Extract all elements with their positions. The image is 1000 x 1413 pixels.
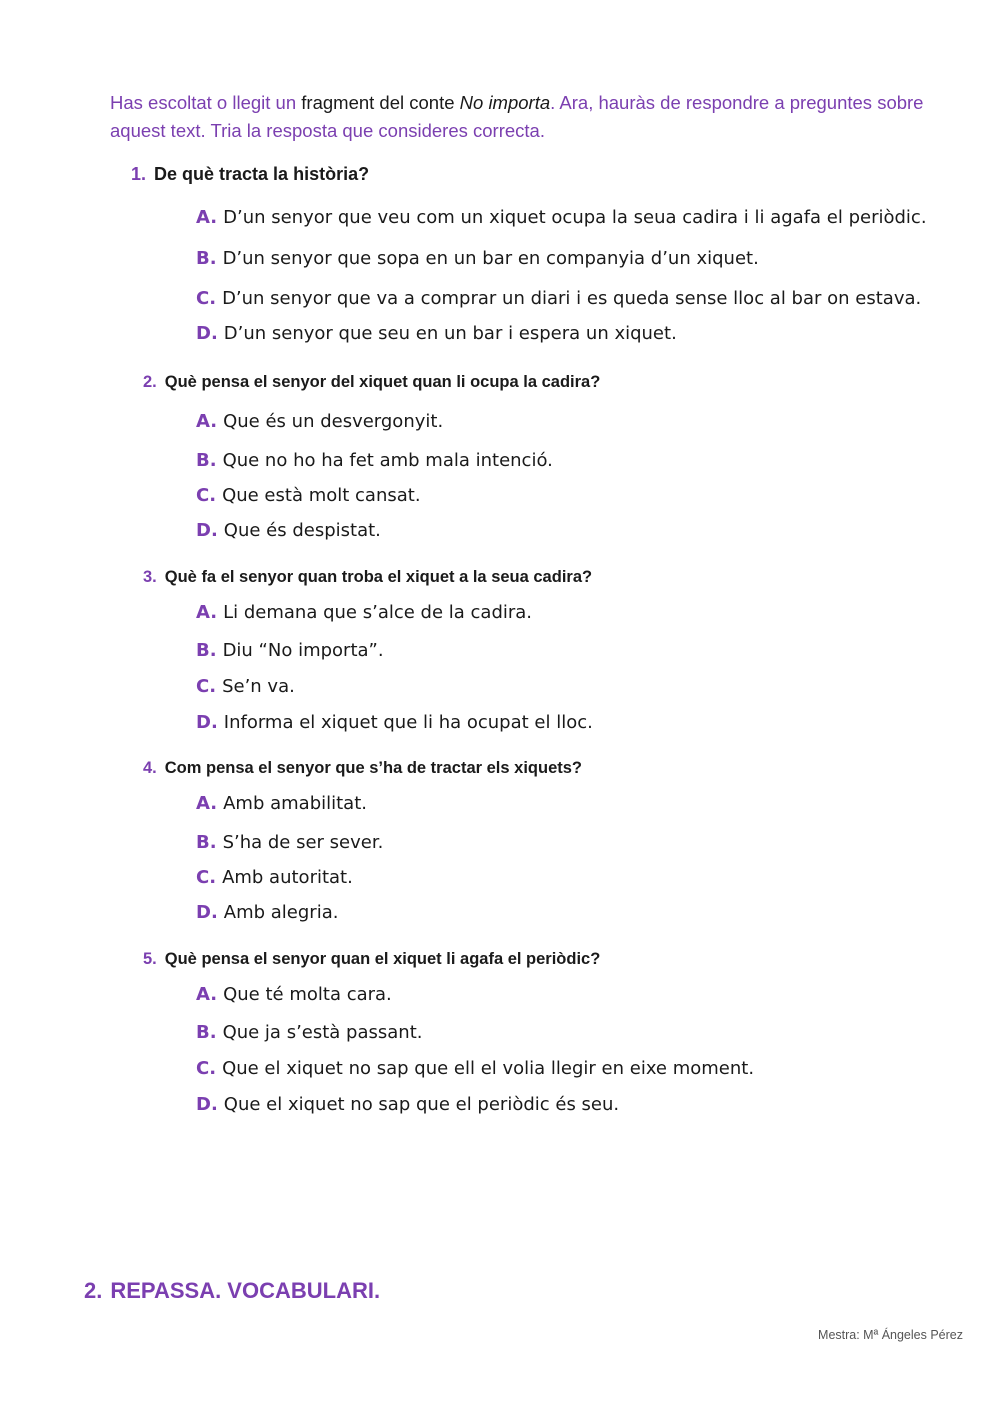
option-letter: C. (196, 288, 217, 309)
option-letter: C. (196, 1058, 217, 1079)
option-text: D’un senyor que seu en un bar i espera un xiquet. (223, 323, 677, 344)
q3-option-a[interactable] (196, 602, 532, 623)
instructions-paragraph (110, 89, 960, 145)
q4-option-d[interactable] (196, 902, 338, 923)
option-text: D’un senyor que sopa en un bar en companyia d’un xiquet. (222, 248, 759, 269)
q5-option-d[interactable] (196, 1094, 619, 1115)
option-letter: D. (196, 1094, 218, 1115)
option-letter: C. (196, 676, 217, 697)
question-number: 4. (143, 759, 157, 777)
option-text: Que el xiquet no sap que ell el volia llegir en eixe moment. (222, 1058, 755, 1079)
option-letter: B. (196, 640, 217, 661)
option-letter: B. (196, 450, 217, 471)
q3-option-c[interactable] (196, 676, 295, 697)
option-letter: D. (196, 323, 218, 344)
question-text: De què tracta la història? (154, 164, 370, 184)
instructions-part2: fragment del conte (301, 92, 460, 113)
option-letter: A. (196, 602, 218, 623)
option-text: Amb autoritat. (222, 867, 353, 888)
question-number: 3. (143, 568, 157, 586)
question-1 (131, 164, 369, 185)
option-letter: B. (196, 832, 217, 853)
option-text: Que té molta cara. (223, 984, 392, 1005)
q2-option-b[interactable] (196, 450, 553, 471)
section-title: REPASSA. VOCABULARI. (110, 1278, 381, 1303)
section-heading (84, 1278, 380, 1304)
q4-option-a[interactable] (196, 793, 367, 814)
option-text: Informa el xiquet que li ha ocupat el lloc. (223, 712, 593, 733)
question-text: Què pensa el senyor quan el xiquet li agafa el periòdic? (164, 950, 601, 968)
section-number: 2. (84, 1278, 103, 1303)
option-text: Que el xiquet no sap que el periòdic és seu. (223, 1094, 620, 1115)
option-text: S’ha de ser sever. (222, 832, 384, 853)
q1-option-a[interactable] (196, 207, 927, 228)
q2-option-a[interactable] (196, 411, 443, 432)
instructions-part3: . Ara, hauràs de respondre a preguntes sobre aquest text. Tria la resposta que consideres correcta. (110, 92, 924, 141)
question-text: Què fa el senyor quan troba el xiquet a la seua cadira? (164, 568, 593, 586)
question-number: 1. (131, 164, 147, 184)
story-title: No importa (459, 92, 551, 113)
q5-option-a[interactable] (196, 984, 392, 1005)
option-text: Que és un desvergonyit. (223, 411, 444, 432)
q2-option-c[interactable] (196, 485, 421, 506)
q3-option-d[interactable] (196, 712, 593, 733)
teacher-credit: Mestra: Mª Ángeles Pérez (818, 1328, 963, 1342)
q5-option-b[interactable] (196, 1022, 422, 1043)
q2-option-d[interactable] (196, 520, 381, 541)
question-number: 2. (143, 373, 157, 391)
q1-option-d[interactable] (196, 323, 677, 344)
option-letter: A. (196, 207, 218, 228)
option-text: Amb alegria. (223, 902, 339, 923)
question-text: Què pensa el senyor del xiquet quan li ocupa la cadira? (164, 373, 601, 391)
q4-option-c[interactable] (196, 867, 353, 888)
option-letter: D. (196, 902, 218, 923)
option-letter: B. (196, 248, 217, 269)
option-letter: D. (196, 520, 218, 541)
option-letter: A. (196, 411, 218, 432)
option-letter: A. (196, 793, 218, 814)
option-letter: C. (196, 485, 217, 506)
option-text: Amb amabilitat. (223, 793, 367, 814)
option-text: Que és despistat. (223, 520, 381, 541)
option-text: D’un senyor que veu com un xiquet ocupa la seua cadira i li agafa el periòdic. (223, 207, 927, 228)
question-3 (143, 568, 592, 587)
option-letter: D. (196, 712, 218, 733)
option-text: Se’n va. (222, 676, 295, 697)
question-number: 5. (143, 950, 157, 968)
q4-option-b[interactable] (196, 832, 383, 853)
instructions-part1: Has escoltat o llegit un (110, 92, 302, 113)
option-text: Que està molt cansat. (222, 485, 421, 506)
question-5 (143, 950, 600, 969)
option-text: D’un senyor que va a comprar un diari i es queda sense lloc al bar on estava. (222, 288, 922, 309)
q3-option-b[interactable] (196, 640, 384, 661)
option-text: Li demana que s’alce de la cadira. (223, 602, 533, 623)
q5-option-c[interactable] (196, 1058, 754, 1079)
option-text: Que no ho ha fet amb mala intenció. (222, 450, 553, 471)
question-text: Com pensa el senyor que s’ha de tractar els xiquets? (164, 759, 582, 777)
option-text: Que ja s’està passant. (222, 1022, 423, 1043)
option-letter: A. (196, 984, 218, 1005)
question-2 (143, 373, 600, 392)
option-letter: B. (196, 1022, 217, 1043)
option-letter: C. (196, 867, 217, 888)
q1-option-b[interactable] (196, 248, 759, 269)
option-text: Diu “No importa”. (222, 640, 384, 661)
q1-option-c[interactable] (196, 288, 921, 309)
question-4 (143, 759, 582, 778)
